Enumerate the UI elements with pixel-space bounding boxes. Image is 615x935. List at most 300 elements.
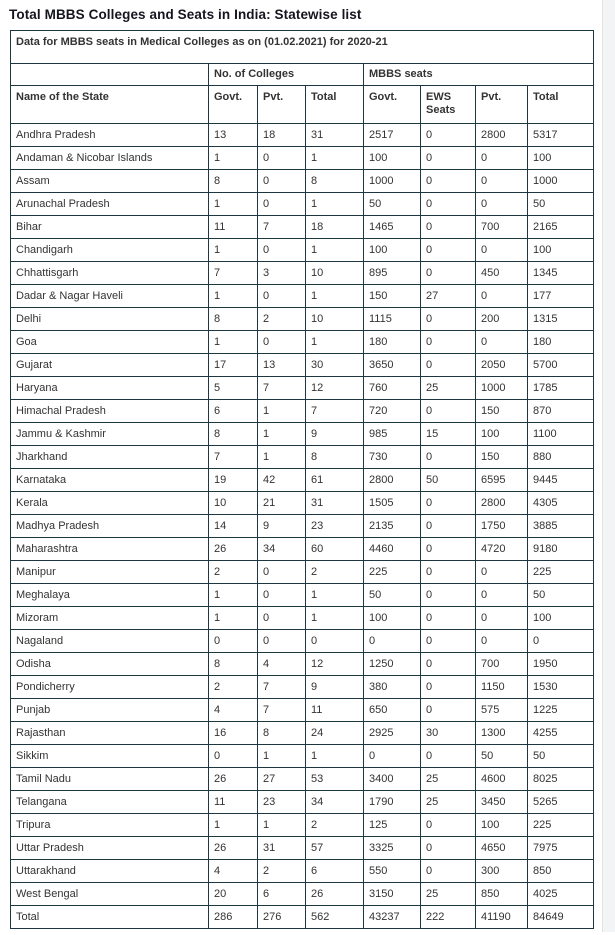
value-cell: 5265 xyxy=(528,791,594,814)
value-cell: 1 xyxy=(306,745,364,768)
col-header-seats-govt: Govt. xyxy=(364,86,421,124)
value-cell: 0 xyxy=(476,147,528,170)
table-row xyxy=(11,492,594,515)
value-cell: 23 xyxy=(306,515,364,538)
table-row xyxy=(11,377,594,400)
value-cell: 1 xyxy=(209,285,258,308)
value-cell: 8 xyxy=(209,170,258,193)
value-cell: 1 xyxy=(209,193,258,216)
value-cell: 6 xyxy=(209,400,258,423)
value-cell: 1 xyxy=(306,331,364,354)
state-name-cell: Punjab xyxy=(11,699,209,722)
value-cell: 1 xyxy=(258,423,306,446)
value-cell: 300 xyxy=(476,860,528,883)
value-cell: 0 xyxy=(364,630,421,653)
value-cell: 3650 xyxy=(364,354,421,377)
value-cell: 1150 xyxy=(476,676,528,699)
state-name-cell: Himachal Pradesh xyxy=(11,400,209,423)
value-cell: 880 xyxy=(528,446,594,469)
state-name-cell: Kerala xyxy=(11,492,209,515)
value-cell: 0 xyxy=(258,561,306,584)
value-cell: 0 xyxy=(258,607,306,630)
value-cell: 0 xyxy=(421,653,476,676)
value-cell: 286 xyxy=(209,906,258,929)
value-cell: 2050 xyxy=(476,354,528,377)
col-header-colleges-govt: Govt. xyxy=(209,86,258,124)
value-cell: 0 xyxy=(258,584,306,607)
value-cell: 3450 xyxy=(476,791,528,814)
value-cell: 19 xyxy=(209,469,258,492)
table-row xyxy=(11,469,594,492)
value-cell: 150 xyxy=(364,285,421,308)
table-row xyxy=(11,285,594,308)
value-cell: 0 xyxy=(306,630,364,653)
value-cell: 1 xyxy=(209,147,258,170)
table-row xyxy=(11,400,594,423)
value-cell: 4720 xyxy=(476,538,528,561)
value-cell: 14 xyxy=(209,515,258,538)
value-cell: 100 xyxy=(528,239,594,262)
value-cell: 760 xyxy=(364,377,421,400)
value-cell: 53 xyxy=(306,768,364,791)
value-cell: 3885 xyxy=(528,515,594,538)
value-cell: 0 xyxy=(421,745,476,768)
value-cell: 0 xyxy=(421,170,476,193)
value-cell: 1 xyxy=(209,814,258,837)
value-cell: 7 xyxy=(258,216,306,239)
value-cell: 9 xyxy=(258,515,306,538)
col-header-colleges-total: Total xyxy=(306,86,364,124)
value-cell: 700 xyxy=(476,653,528,676)
value-cell: 380 xyxy=(364,676,421,699)
mbbs-statewise-table xyxy=(10,30,594,929)
value-cell: 0 xyxy=(421,607,476,630)
value-cell: 20 xyxy=(209,883,258,906)
value-cell: 4 xyxy=(258,653,306,676)
value-cell: 17 xyxy=(209,354,258,377)
value-cell: 0 xyxy=(209,745,258,768)
value-cell: 200 xyxy=(476,308,528,331)
value-cell: 100 xyxy=(528,147,594,170)
table-row xyxy=(11,722,594,745)
table-row xyxy=(11,446,594,469)
value-cell: 8 xyxy=(306,446,364,469)
value-cell: 61 xyxy=(306,469,364,492)
value-cell: 850 xyxy=(528,860,594,883)
value-cell: 8 xyxy=(306,170,364,193)
value-cell: 2800 xyxy=(476,124,528,147)
value-cell: 225 xyxy=(364,561,421,584)
value-cell: 180 xyxy=(528,331,594,354)
state-name-cell: Telangana xyxy=(11,791,209,814)
value-cell: 15 xyxy=(421,423,476,446)
value-cell: 1790 xyxy=(364,791,421,814)
total-row xyxy=(11,906,594,929)
value-cell: 0 xyxy=(421,400,476,423)
value-cell: 1250 xyxy=(364,653,421,676)
value-cell: 6 xyxy=(258,883,306,906)
value-cell: 0 xyxy=(258,630,306,653)
value-cell: 34 xyxy=(258,538,306,561)
value-cell: 3 xyxy=(258,262,306,285)
page-title: Total MBBS Colleges and Seats in India: Statewise list xyxy=(9,7,595,22)
value-cell: 50 xyxy=(476,745,528,768)
value-cell: 225 xyxy=(528,561,594,584)
table-row xyxy=(11,538,594,561)
value-cell: 7 xyxy=(258,676,306,699)
value-cell: 0 xyxy=(476,331,528,354)
value-cell: 100 xyxy=(364,147,421,170)
state-name-cell: Tripura xyxy=(11,814,209,837)
value-cell: 0 xyxy=(421,354,476,377)
value-cell: 1530 xyxy=(528,676,594,699)
value-cell: 0 xyxy=(421,446,476,469)
state-name-cell: Meghalaya xyxy=(11,584,209,607)
value-cell: 23 xyxy=(258,791,306,814)
value-cell: 50 xyxy=(528,584,594,607)
state-name-cell: Dadar & Nagar Haveli xyxy=(11,285,209,308)
table-row xyxy=(11,354,594,377)
value-cell: 4460 xyxy=(364,538,421,561)
table-row xyxy=(11,124,594,147)
value-cell: 41190 xyxy=(476,906,528,929)
value-cell: 0 xyxy=(209,630,258,653)
value-cell: 26 xyxy=(306,883,364,906)
table-row xyxy=(11,630,594,653)
value-cell: 0 xyxy=(528,630,594,653)
value-cell: 0 xyxy=(421,814,476,837)
value-cell: 0 xyxy=(421,699,476,722)
table-row xyxy=(11,423,594,446)
value-cell: 1785 xyxy=(528,377,594,400)
table-row xyxy=(11,239,594,262)
table-row xyxy=(11,860,594,883)
value-cell: 26 xyxy=(209,768,258,791)
state-name-cell: Maharashtra xyxy=(11,538,209,561)
value-cell: 4600 xyxy=(476,768,528,791)
table-row xyxy=(11,193,594,216)
value-cell: 11 xyxy=(306,699,364,722)
value-cell: 1505 xyxy=(364,492,421,515)
value-cell: 0 xyxy=(421,147,476,170)
value-cell: 150 xyxy=(476,446,528,469)
table-row xyxy=(11,584,594,607)
value-cell: 1345 xyxy=(528,262,594,285)
value-cell: 11 xyxy=(209,216,258,239)
value-cell: 0 xyxy=(421,837,476,860)
table-row xyxy=(11,837,594,860)
value-cell: 850 xyxy=(476,883,528,906)
value-cell: 1 xyxy=(209,584,258,607)
value-cell: 1 xyxy=(306,285,364,308)
value-cell: 21 xyxy=(258,492,306,515)
value-cell: 150 xyxy=(476,400,528,423)
value-cell: 10 xyxy=(209,492,258,515)
state-name-cell: Sikkim xyxy=(11,745,209,768)
value-cell: 84649 xyxy=(528,906,594,929)
value-cell: 0 xyxy=(258,331,306,354)
value-cell: 1465 xyxy=(364,216,421,239)
value-cell: 100 xyxy=(364,239,421,262)
value-cell: 0 xyxy=(258,147,306,170)
value-cell: 8 xyxy=(258,722,306,745)
value-cell: 2 xyxy=(258,860,306,883)
value-cell: 0 xyxy=(421,860,476,883)
state-name-cell: Arunachal Pradesh xyxy=(11,193,209,216)
state-name-cell: Haryana xyxy=(11,377,209,400)
value-cell: 50 xyxy=(364,193,421,216)
value-cell: 60 xyxy=(306,538,364,561)
value-cell: 225 xyxy=(528,814,594,837)
group-header-colleges: No. of Colleges xyxy=(209,64,364,86)
value-cell: 100 xyxy=(476,814,528,837)
value-cell: 0 xyxy=(421,584,476,607)
state-name-cell: Delhi xyxy=(11,308,209,331)
value-cell: 0 xyxy=(421,630,476,653)
value-cell: 25 xyxy=(421,768,476,791)
value-cell: 1 xyxy=(209,331,258,354)
value-cell: 1 xyxy=(258,446,306,469)
col-header-seats-pvt: Pvt. xyxy=(476,86,528,124)
table-row xyxy=(11,699,594,722)
value-cell: 3150 xyxy=(364,883,421,906)
value-cell: 9 xyxy=(306,676,364,699)
state-name-cell: Total xyxy=(11,906,209,929)
value-cell: 0 xyxy=(421,492,476,515)
table-row xyxy=(11,791,594,814)
value-cell: 100 xyxy=(364,607,421,630)
value-cell: 7 xyxy=(306,400,364,423)
value-cell: 4 xyxy=(209,860,258,883)
table-row xyxy=(11,515,594,538)
value-cell: 50 xyxy=(528,745,594,768)
state-name-cell: Goa xyxy=(11,331,209,354)
table-row xyxy=(11,607,594,630)
value-cell: 0 xyxy=(364,745,421,768)
value-cell: 7975 xyxy=(528,837,594,860)
value-cell: 25 xyxy=(421,883,476,906)
value-cell: 10 xyxy=(306,308,364,331)
value-cell: 177 xyxy=(528,285,594,308)
value-cell: 2925 xyxy=(364,722,421,745)
value-cell: 7 xyxy=(209,262,258,285)
value-cell: 0 xyxy=(476,193,528,216)
state-name-cell: Assam xyxy=(11,170,209,193)
col-header-seats-ews: EWS Seats xyxy=(421,86,476,124)
value-cell: 1100 xyxy=(528,423,594,446)
value-cell: 0 xyxy=(476,584,528,607)
value-cell: 9 xyxy=(306,423,364,446)
col-header-seats-total: Total xyxy=(528,86,594,124)
value-cell: 8025 xyxy=(528,768,594,791)
value-cell: 1750 xyxy=(476,515,528,538)
value-cell: 730 xyxy=(364,446,421,469)
value-cell: 0 xyxy=(476,561,528,584)
value-cell: 2 xyxy=(306,814,364,837)
value-cell: 0 xyxy=(258,170,306,193)
value-cell: 0 xyxy=(476,285,528,308)
group-header-row xyxy=(11,64,594,86)
table-body xyxy=(11,124,594,929)
value-cell: 30 xyxy=(421,722,476,745)
value-cell: 9445 xyxy=(528,469,594,492)
table-row xyxy=(11,262,594,285)
state-name-cell: Nagaland xyxy=(11,630,209,653)
value-cell: 0 xyxy=(421,331,476,354)
state-name-cell: Madhya Pradesh xyxy=(11,515,209,538)
state-name-cell: Andaman & Nicobar Islands xyxy=(11,147,209,170)
value-cell: 1315 xyxy=(528,308,594,331)
table-row xyxy=(11,653,594,676)
value-cell: 1225 xyxy=(528,699,594,722)
value-cell: 0 xyxy=(258,239,306,262)
banner-row xyxy=(11,31,594,64)
state-name-cell: Gujarat xyxy=(11,354,209,377)
state-name-cell: Odisha xyxy=(11,653,209,676)
table-row xyxy=(11,216,594,239)
value-cell: 6595 xyxy=(476,469,528,492)
state-name-cell: Pondicherry xyxy=(11,676,209,699)
state-name-cell: West Bengal xyxy=(11,883,209,906)
value-cell: 4650 xyxy=(476,837,528,860)
value-cell: 4305 xyxy=(528,492,594,515)
value-cell: 7 xyxy=(258,699,306,722)
value-cell: 8 xyxy=(209,653,258,676)
value-cell: 222 xyxy=(421,906,476,929)
value-cell: 2517 xyxy=(364,124,421,147)
column-header-row xyxy=(11,86,594,124)
value-cell: 2 xyxy=(209,676,258,699)
value-cell: 0 xyxy=(421,262,476,285)
value-cell: 0 xyxy=(421,676,476,699)
state-name-cell: Rajasthan xyxy=(11,722,209,745)
state-name-cell: Bihar xyxy=(11,216,209,239)
value-cell: 575 xyxy=(476,699,528,722)
scrollbar-track[interactable] xyxy=(602,0,615,932)
value-cell: 4255 xyxy=(528,722,594,745)
value-cell: 7 xyxy=(258,377,306,400)
col-header-colleges-pvt: Pvt. xyxy=(258,86,306,124)
value-cell: 0 xyxy=(476,607,528,630)
value-cell: 2800 xyxy=(476,492,528,515)
value-cell: 0 xyxy=(421,515,476,538)
table-row xyxy=(11,745,594,768)
value-cell: 34 xyxy=(306,791,364,814)
value-cell: 31 xyxy=(306,492,364,515)
table-row xyxy=(11,676,594,699)
value-cell: 1 xyxy=(306,239,364,262)
value-cell: 5317 xyxy=(528,124,594,147)
value-cell: 24 xyxy=(306,722,364,745)
value-cell: 276 xyxy=(258,906,306,929)
value-cell: 50 xyxy=(528,193,594,216)
state-name-cell: Mizoram xyxy=(11,607,209,630)
value-cell: 31 xyxy=(306,124,364,147)
value-cell: 2800 xyxy=(364,469,421,492)
value-cell: 180 xyxy=(364,331,421,354)
value-cell: 895 xyxy=(364,262,421,285)
value-cell: 1115 xyxy=(364,308,421,331)
table-row xyxy=(11,768,594,791)
table-row xyxy=(11,147,594,170)
value-cell: 8 xyxy=(209,423,258,446)
value-cell: 2 xyxy=(258,308,306,331)
value-cell: 700 xyxy=(476,216,528,239)
state-name-cell: Andhra Pradesh xyxy=(11,124,209,147)
value-cell: 1000 xyxy=(528,170,594,193)
value-cell: 2 xyxy=(209,561,258,584)
value-cell: 100 xyxy=(476,423,528,446)
group-header-seats: MBBS seats xyxy=(364,64,594,86)
state-name-cell: Karnataka xyxy=(11,469,209,492)
value-cell: 450 xyxy=(476,262,528,285)
value-cell: 3400 xyxy=(364,768,421,791)
value-cell: 0 xyxy=(476,630,528,653)
value-cell: 562 xyxy=(306,906,364,929)
value-cell: 1 xyxy=(306,607,364,630)
value-cell: 0 xyxy=(258,193,306,216)
value-cell: 720 xyxy=(364,400,421,423)
table-row xyxy=(11,170,594,193)
state-name-cell: Manipur xyxy=(11,561,209,584)
value-cell: 1 xyxy=(306,193,364,216)
value-cell: 2165 xyxy=(528,216,594,239)
value-cell: 100 xyxy=(528,607,594,630)
value-cell: 7 xyxy=(209,446,258,469)
value-cell: 25 xyxy=(421,377,476,400)
state-name-cell: Tamil Nadu xyxy=(11,768,209,791)
value-cell: 0 xyxy=(421,239,476,262)
value-cell: 870 xyxy=(528,400,594,423)
value-cell: 26 xyxy=(209,538,258,561)
value-cell: 4025 xyxy=(528,883,594,906)
value-cell: 27 xyxy=(258,768,306,791)
value-cell: 0 xyxy=(476,239,528,262)
table-header xyxy=(11,31,594,124)
value-cell: 42 xyxy=(258,469,306,492)
value-cell: 18 xyxy=(258,124,306,147)
value-cell: 10 xyxy=(306,262,364,285)
value-cell: 1 xyxy=(306,147,364,170)
value-cell: 0 xyxy=(421,216,476,239)
value-cell: 12 xyxy=(306,377,364,400)
value-cell: 1 xyxy=(209,607,258,630)
value-cell: 985 xyxy=(364,423,421,446)
empty-header-cell xyxy=(11,64,209,86)
value-cell: 4 xyxy=(209,699,258,722)
value-cell: 30 xyxy=(306,354,364,377)
table-row xyxy=(11,883,594,906)
value-cell: 1000 xyxy=(476,377,528,400)
value-cell: 8 xyxy=(209,308,258,331)
value-cell: 1 xyxy=(306,584,364,607)
value-cell: 1 xyxy=(258,745,306,768)
value-cell: 0 xyxy=(258,285,306,308)
value-cell: 3325 xyxy=(364,837,421,860)
table-caption-banner: Data for MBBS seats in Medical Colleges as on (01.02.2021) for 2020-21 xyxy=(11,31,594,64)
value-cell: 50 xyxy=(421,469,476,492)
value-cell: 5 xyxy=(209,377,258,400)
value-cell: 16 xyxy=(209,722,258,745)
state-name-cell: Jammu & Kashmir xyxy=(11,423,209,446)
value-cell: 1 xyxy=(258,400,306,423)
value-cell: 0 xyxy=(421,124,476,147)
value-cell: 0 xyxy=(421,538,476,561)
value-cell: 650 xyxy=(364,699,421,722)
value-cell: 0 xyxy=(421,308,476,331)
value-cell: 2 xyxy=(306,561,364,584)
value-cell: 18 xyxy=(306,216,364,239)
